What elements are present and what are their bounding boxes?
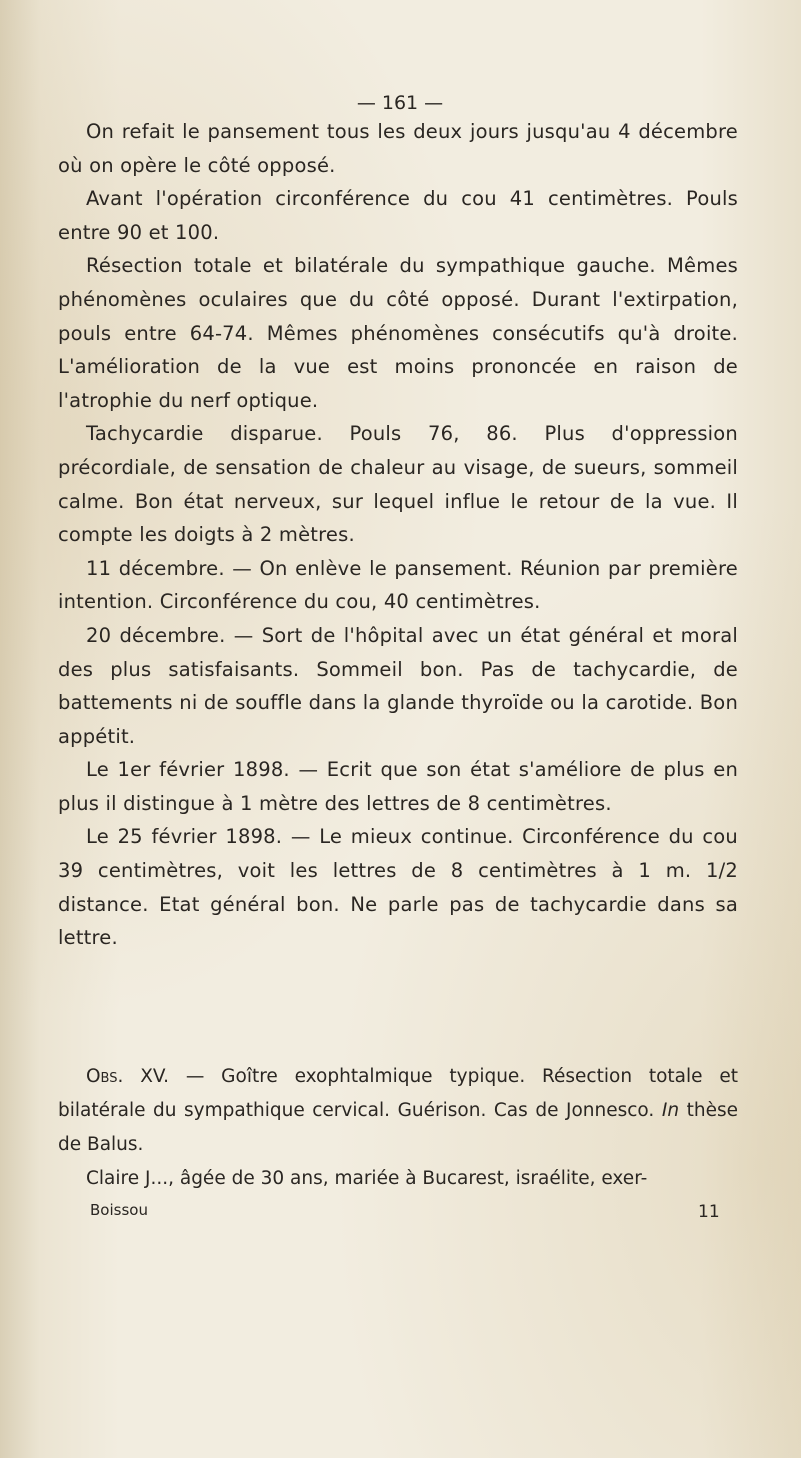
sheet-number: 11 bbox=[698, 1202, 720, 1222]
observation-text: — Goître exophtalmique typique. Résection totale et bilatérale du sympathique cervical. Guérison. Cas de Jonnesco. bbox=[58, 1066, 738, 1121]
observation-heading bbox=[58, 1060, 738, 1162]
case-description: Claire J..., âgée de 30 ans, mariée à Bucarest, israélite, exer- bbox=[86, 1168, 648, 1189]
observation-block bbox=[58, 1060, 738, 1196]
observation-source: thèse de Balus. bbox=[58, 1100, 738, 1155]
page-number: — 161 — bbox=[356, 92, 444, 114]
paragraph: 20 décembre. — Sort de l'hôpital avec un état général et moral des plus satisfaisants. Sommeil bon. Pas de tachycardie, de battements ni de souffle dans la glande thyroïde ou la carotide. Bon appétit. bbox=[58, 623, 738, 748]
printer-signature: Boissou bbox=[90, 1201, 148, 1219]
paragraph: Le 25 février 1898. — Le mieux continue. Circonférence du cou 39 centimètres, voit les lettres de 8 centimètres à 1 m. 1/2 distance. Etat général bon. Ne parle pas de tachycardie dans sa lettre. bbox=[58, 825, 738, 950]
paragraph: On refait le pansement tous les deux jours jusqu'au 4 décembre où on opère le côté opposé. bbox=[58, 120, 738, 177]
paragraph: Avant l'opération circonférence du cou 41 centimètres. Pouls entre 90 et 100. bbox=[58, 187, 738, 244]
paragraph: 11 décembre. — On enlève le pansement. Réunion par première intention. Circonférence du cou, 40 centimètres. bbox=[58, 556, 738, 614]
paragraph: Résection totale et bilatérale du sympathique gauche. Mêmes phénomènes oculaires que du côté opposé. Durant l'extirpation, pouls entre 64-74. Mêmes phénomènes consécutifs qu'à droite. L'amélioration de la vue est moins prononcée en raison de l'atrophie du nerf optique. bbox=[58, 254, 738, 412]
observation-label: Obs. XV. bbox=[86, 1066, 170, 1087]
observation-source-italic: In bbox=[661, 1100, 680, 1121]
main-text bbox=[58, 115, 738, 955]
paragraph: Tachycardie disparue. Pouls 76, 86. Plus d'oppression précordiale, de sensation de chaleur au visage, de sueurs, sommeil calme. Bon état nerveux, sur lequel influe le retour de la vue. Il compte les doigts à 2 mètres. bbox=[58, 422, 738, 547]
paragraph: Le 1er février 1898. — Ecrit que son état s'améliore de plus en plus il distingue à 1 mètre des lettres de 8 centimètres. bbox=[58, 758, 738, 815]
